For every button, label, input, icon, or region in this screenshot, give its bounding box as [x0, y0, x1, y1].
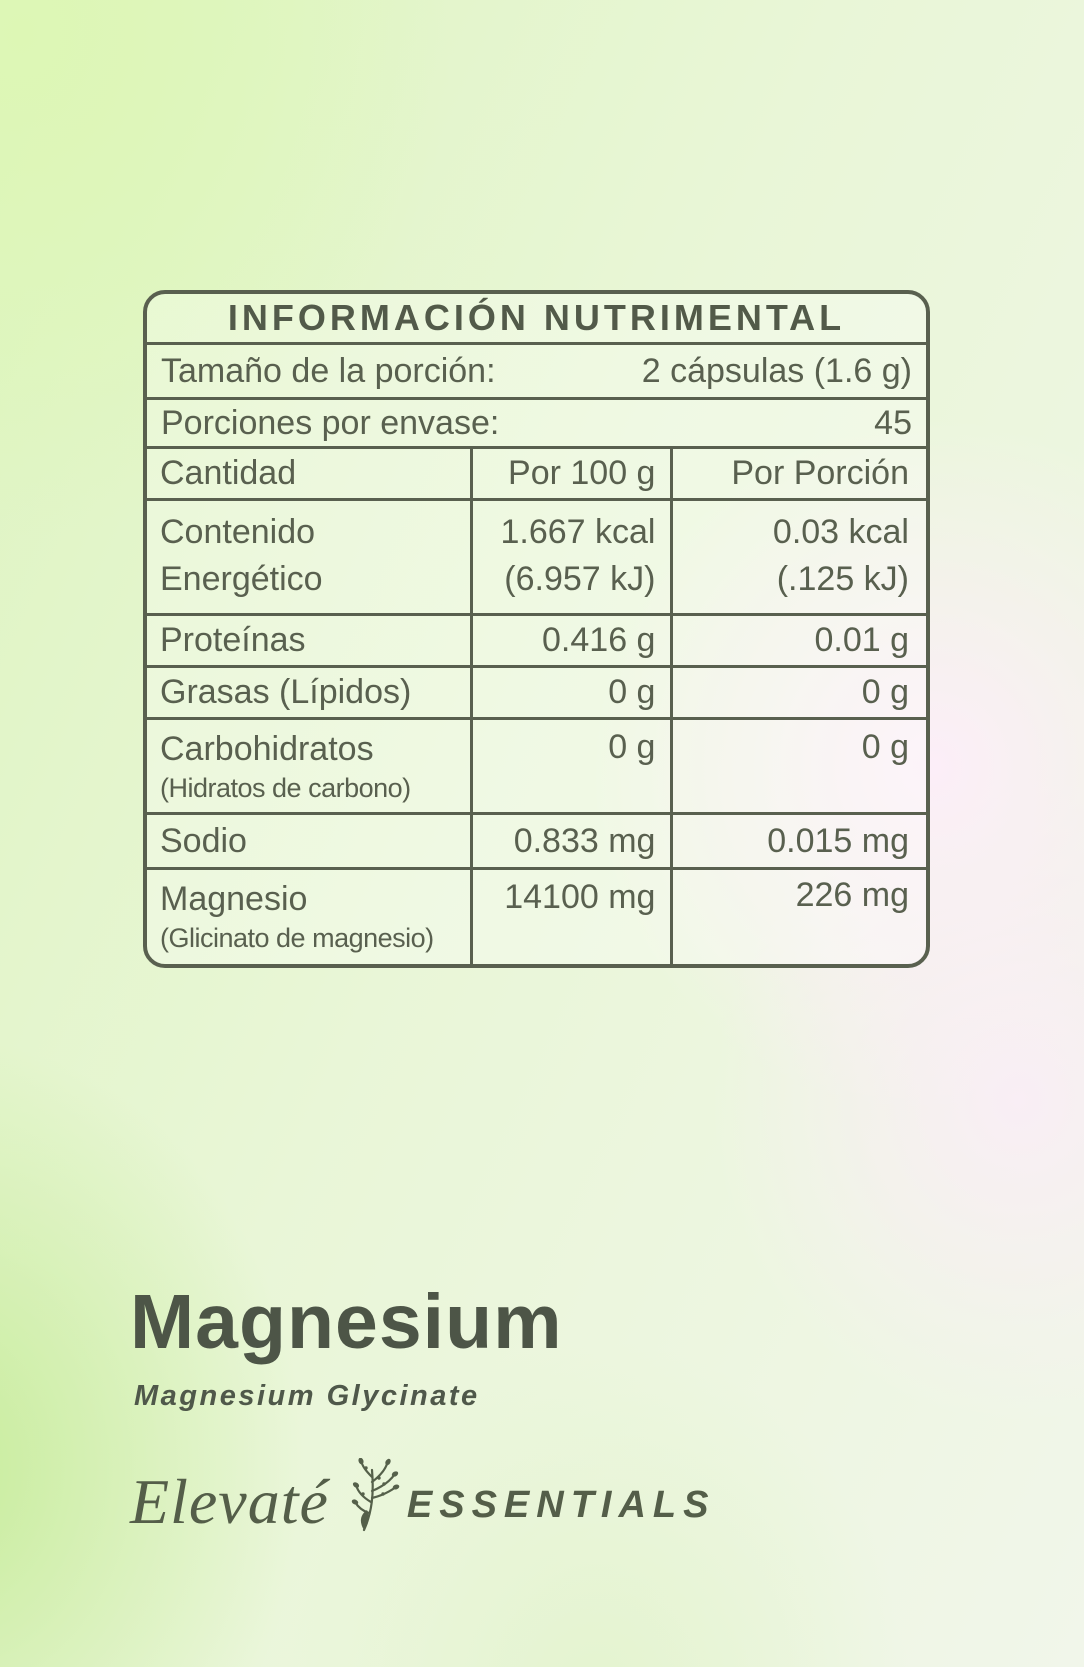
nutrition-facts-table	[143, 290, 930, 968]
nutrient-label-cell	[147, 815, 470, 867]
table-row-carbs	[147, 717, 926, 812]
nutrient-label-cell	[147, 870, 470, 964]
per-portion-value: 226 mg	[795, 876, 909, 914]
table-row-energy	[147, 498, 926, 613]
serving-size-value: 2 cápsulas (1.6 g)	[641, 351, 912, 390]
per-portion-cell	[670, 870, 926, 964]
servings-per-container-label: Porciones por envase:	[161, 403, 500, 442]
nutrient-label: Carbohidratos	[160, 730, 374, 768]
nutrient-label: Proteínas	[160, 621, 306, 660]
per-portion-value: 0.015 mg	[767, 821, 909, 860]
per-portion-value: 0.01 g	[814, 621, 909, 660]
botanical-sprig-icon	[343, 1458, 401, 1537]
table-row-magnesium	[147, 867, 926, 964]
per-100g-cell	[470, 616, 670, 665]
per-portion-column-label: Por Porción	[731, 454, 909, 492]
servings-per-container-row	[147, 397, 926, 446]
nutrition-table-header	[147, 294, 926, 342]
nutrient-label-cell	[147, 501, 470, 613]
nutrition-table-title: INFORMACIÓN NUTRIMENTAL	[227, 297, 846, 338]
nutrient-label: Sodio	[160, 821, 247, 860]
per-100g-cell	[470, 501, 670, 613]
nutrient-label: Magnesio	[160, 880, 308, 918]
per-portion-value-line2: (.125 kJ)	[776, 559, 909, 598]
amount-column-label: Cantidad	[160, 454, 297, 492]
per-portion-cell	[670, 668, 926, 717]
brand-logo	[130, 1462, 715, 1541]
serving-size-label: Tamaño de la porción:	[161, 351, 496, 390]
product-subtitle: Magnesium Glycinate	[134, 1380, 480, 1412]
per-portion-value: 0.03 kcal	[772, 513, 909, 551]
per-100g-cell	[470, 668, 670, 717]
amount-column-header	[147, 449, 470, 498]
per-portion-cell	[670, 616, 926, 665]
per-100g-value: 1.667 kcal	[500, 513, 656, 551]
nutrient-label-cell	[147, 720, 470, 812]
nutrient-label-line2: Energético	[160, 559, 323, 598]
brand-suffix: ESSENTIALS	[406, 1484, 716, 1526]
serving-size-row	[147, 342, 926, 397]
per-100g-value-line2: (6.957 kJ)	[504, 559, 656, 598]
per-portion-cell	[670, 720, 926, 812]
per-portion-column-header	[670, 449, 926, 498]
column-header-row	[147, 446, 926, 498]
nutrient-label-note: (Glicinato de magnesio)	[160, 922, 434, 953]
nutrient-label: Contenido	[160, 513, 316, 551]
per-100g-cell	[470, 720, 670, 812]
per-100g-column-label: Por 100 g	[508, 454, 656, 492]
per-100g-value: 0 g	[608, 728, 656, 766]
table-row-fat	[147, 665, 926, 717]
product-name: Magnesium	[130, 1279, 563, 1365]
servings-per-container-value: 45	[874, 403, 912, 442]
per-portion-cell	[670, 815, 926, 867]
nutrient-label-cell	[147, 616, 470, 665]
table-row-sodium	[147, 812, 926, 867]
nutrient-label: Grasas (Lípidos)	[160, 673, 412, 712]
nutrient-label-note: (Hidratos de carbono)	[160, 772, 411, 803]
brand-name: Elevaté	[130, 1465, 329, 1537]
per-100g-cell	[470, 815, 670, 867]
table-row-protein	[147, 613, 926, 665]
per-100g-value: 0.416 g	[542, 621, 656, 660]
per-portion-value: 0 g	[861, 728, 909, 766]
per-100g-cell	[470, 870, 670, 964]
per-100g-column-header	[470, 449, 670, 498]
per-portion-cell	[670, 501, 926, 613]
nutrient-label-cell	[147, 668, 470, 717]
per-portion-value: 0 g	[861, 673, 909, 712]
per-100g-value: 14100 mg	[504, 878, 656, 916]
per-100g-value: 0 g	[608, 673, 656, 712]
per-100g-value: 0.833 mg	[513, 821, 656, 860]
